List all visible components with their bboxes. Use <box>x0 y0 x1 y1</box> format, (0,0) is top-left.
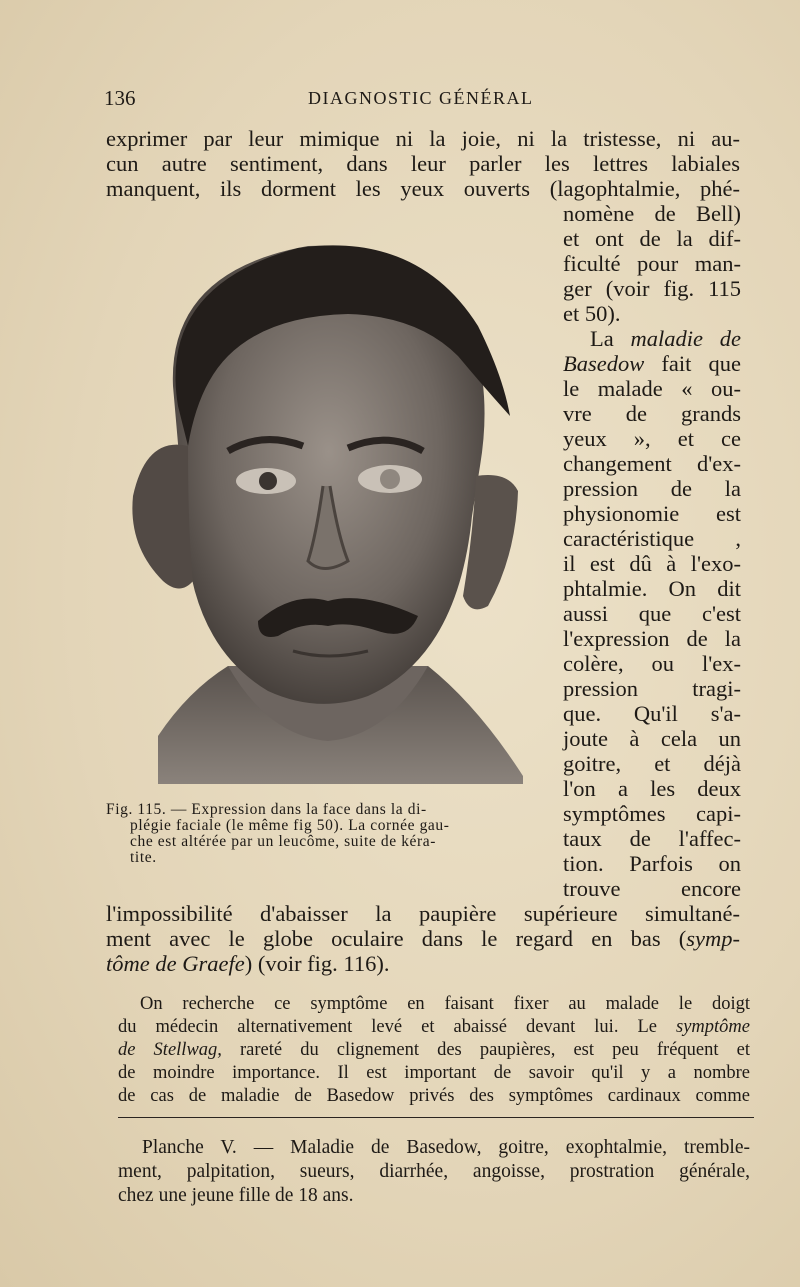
small-line <box>118 1039 750 1062</box>
side-line: vre de grands <box>563 401 741 426</box>
page-number: 136 <box>104 86 136 110</box>
small-italic: de Stellwag, <box>118 1040 222 1060</box>
side-line: caractéristique , <box>563 526 741 551</box>
body-italic: symp- <box>686 926 740 951</box>
side-line: joute à cela un <box>563 726 741 751</box>
running-head: DIAGNOSTIC GÉNÉRAL <box>308 88 534 108</box>
side-line: ger (voir fig. 115 <box>563 276 741 301</box>
small-line: de cas de maladie de Basedow privés des symptômes cardinaux comme <box>118 1086 750 1106</box>
body-italic: tôme de Graefe <box>106 951 245 976</box>
caption-line: che est altérée par un leucôme, suite de kéra- <box>130 833 437 850</box>
side-line <box>590 326 741 351</box>
side-line: phtalmie. On dit <box>563 576 741 601</box>
side-line <box>563 351 741 376</box>
side-line: et ont de la dif- <box>563 226 741 251</box>
small-text: rareté du clignement des paupières, est peu fréquent et <box>221 1040 750 1060</box>
side-line: colère, ou l'ex- <box>563 651 741 676</box>
side-line: ficulté pour man- <box>563 251 741 276</box>
side-line: l'expression de la <box>563 626 741 651</box>
caption-line: tite. <box>130 849 157 866</box>
side-line: que. Qu'il s'a- <box>563 701 741 726</box>
caption-line: plégie faciale (le même fig 50). La cornée gau- <box>130 817 450 834</box>
small-italic: symptôme <box>676 1017 750 1037</box>
plate-note-line: ment, palpitation, sueurs, diarrhée, angoisse, prostration générale, <box>118 1161 750 1182</box>
side-line: pression de la <box>563 476 741 501</box>
side-italic: maladie de <box>630 326 741 351</box>
small-line: On recherche ce symptôme en faisant fixer au malade le doigt <box>140 994 750 1014</box>
side-line: aussi que c'est <box>563 601 741 626</box>
small-text: du médecin alternativement levé et abaissé devant lui. Le <box>118 1017 677 1037</box>
figure-portrait <box>118 236 538 786</box>
body-line: l'impossibilité d'abaisser la paupière supérieure simultané- <box>106 901 740 926</box>
body-line: exprimer par leur mimique ni la joie, ni la tristesse, ni au- <box>106 126 740 151</box>
body-line: cun autre sentiment, dans leur parler les lettres labiales <box>106 151 740 176</box>
side-text: La <box>590 326 631 351</box>
side-line: tion. Parfois on <box>563 851 741 876</box>
side-line: taux de l'affec- <box>563 826 741 851</box>
body-text: ment avec le globe oculaire dans le regard en bas ( <box>106 926 687 951</box>
caption-line: Fig. 115. — Expression dans la face dans la di- <box>106 801 427 818</box>
portrait-photo <box>118 236 538 786</box>
side-line: nomène de Bell) <box>563 201 741 226</box>
side-line: l'on a les deux <box>563 776 741 801</box>
side-line: physionomie est <box>563 501 741 526</box>
small-line <box>118 1016 750 1039</box>
side-line: le malade « ou- <box>563 376 741 401</box>
side-line: il est dû à l'exo- <box>563 551 741 576</box>
side-line: et 50). <box>563 301 621 326</box>
small-line: de moindre importance. Il est important de savoir qu'il y a nombre <box>118 1063 750 1083</box>
page-header <box>0 86 800 116</box>
side-line: changement d'ex- <box>563 451 741 476</box>
side-line: pression tragi- <box>563 676 741 701</box>
body-line <box>106 951 740 976</box>
body-line <box>106 926 740 951</box>
side-line: yeux », et ce <box>563 426 741 451</box>
plate-note-line: Planche V. — Maladie de Basedow, goitre, exophtalmie, tremble- <box>142 1137 750 1158</box>
side-line: symptômes capi- <box>563 801 741 826</box>
side-line: goitre, et déjà <box>563 751 741 776</box>
body-text: ) (voir fig. 116). <box>244 951 390 976</box>
side-italic: Basedow <box>563 351 645 376</box>
plate-note-line: chez une jeune fille de 18 ans. <box>118 1185 354 1206</box>
side-line: trouve encore <box>563 876 741 901</box>
figure-caption <box>106 802 546 866</box>
body-line: manquent, ils dorment les yeux ouverts (lagophtalmie, phé- <box>106 176 740 201</box>
side-text: fait que <box>644 351 741 376</box>
separator-rule <box>118 1117 754 1118</box>
